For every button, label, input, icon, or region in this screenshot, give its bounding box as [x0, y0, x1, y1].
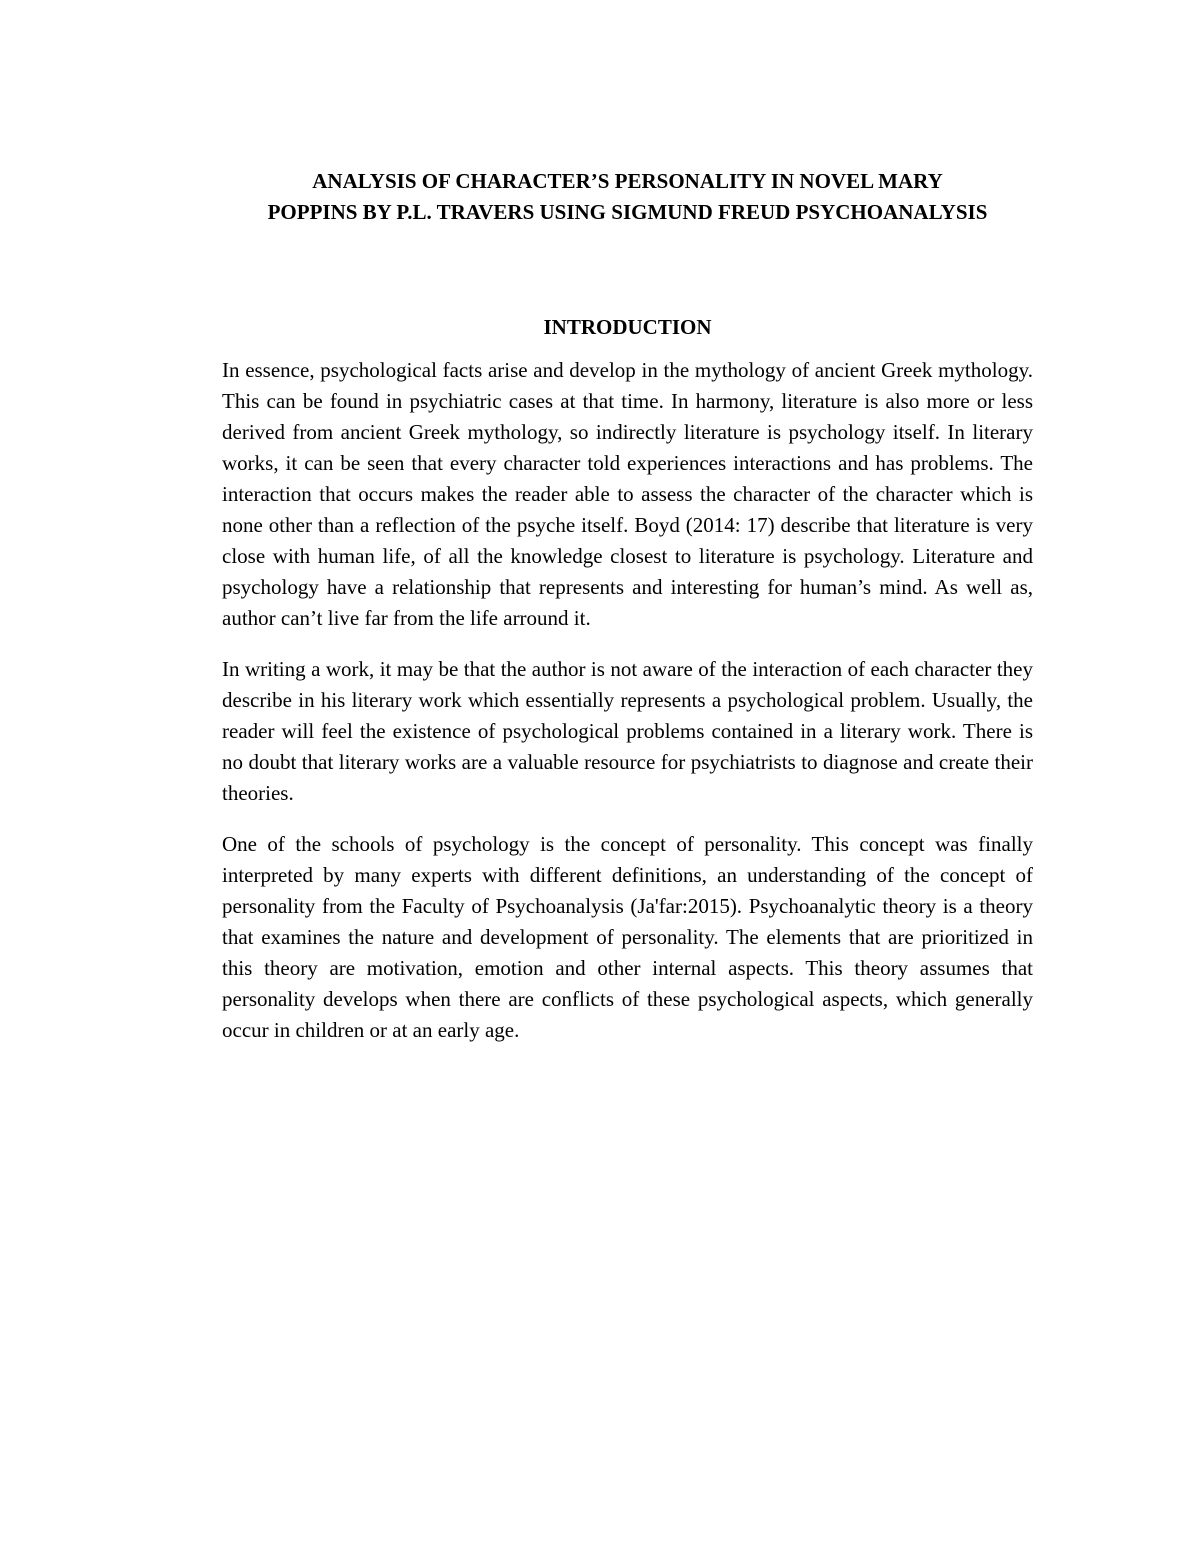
paragraph-3: One of the schools of psychology is the concept of personality. This concept was finally interpreted by many experts with different definitions, an understanding of the concept of personality from the Faculty of Psychoanalysis (Ja'far:2015). Psychoanalytic theory is a theory that examines the nature and development of personality. The elements that are prioritized in this theory are motivation, emotion and other internal aspects. This theory assumes that personality develops when there are conflicts of these psychological aspects, which generally occur in children or at an early age.	[222, 832, 1033, 1042]
section-heading-introduction: INTRODUCTION	[543, 315, 712, 339]
document-title	[222, 166, 1033, 228]
title-line-1: ANALYSIS OF CHARACTER’S PERSONALITY IN NOVEL MARY	[312, 169, 943, 193]
title-line-2: POPPINS BY P.L. TRAVERS USING SIGMUND FREUD PSYCHOANALYSIS	[267, 200, 988, 224]
paragraph-2: In writing a work, it may be that the author is not aware of the interaction of each character they describe in his literary work which essentially represents a psychological problem. Usually, the reader will feel the existence of psychological problems contained in a literary work. There is no doubt that literary works are a valuable resource for psychiatrists to diagnose and create their theories.	[222, 657, 1033, 805]
page-content	[222, 166, 1033, 1046]
paragraph-1: In essence, psychological facts arise and develop in the mythology of ancient Greek mythology. This can be found in psychiatric cases at that time. In harmony, literature is also more or less derived from ancient Greek mythology, so indirectly literature is psychology itself. In literary works, it can be seen that every character told experiences interactions and has problems. The interaction that occurs makes the reader able to assess the character of the character which is none other than a reflection of the psyche itself. Boyd (2014: 17) describe that literature is very close with human life, of all the knowledge closest to literature is psychology. Literature and psychology have a relationship that represents and interesting for human’s mind. As well as, author can’t live far from the life arround it.	[222, 358, 1033, 630]
